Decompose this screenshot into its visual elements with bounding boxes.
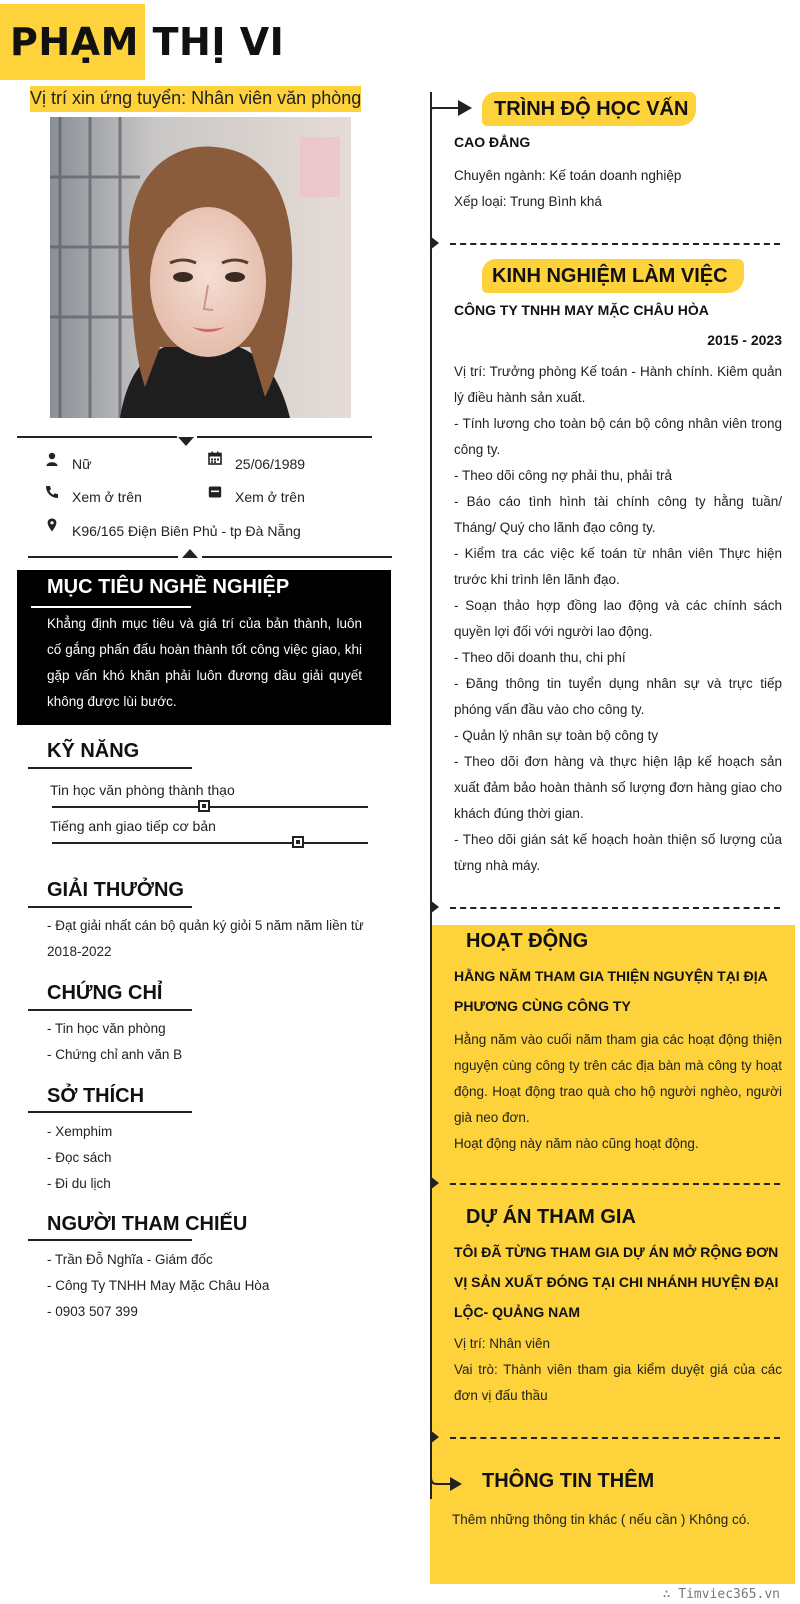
- experience-detail-item: - Theo dõi công nợ phải thu, phải trả: [454, 468, 672, 483]
- objective-text: Khẳng định mục tiêu và giá trí của bản thành, luôn cố gắng phấn đấu hoàn thành tốt công việc giao, khi gặp vấn khó khăn phải luôn đương dầu giải quyết không được lùi bước.: [47, 616, 362, 709]
- timeline-marker: [430, 1176, 439, 1190]
- divider-arrow-up: [182, 549, 198, 558]
- reference-item: - 0903 507 399: [47, 1304, 138, 1319]
- hobby-item: - Đi du lịch: [47, 1176, 111, 1191]
- skill-level-knob-0: [198, 800, 210, 812]
- phone-icon: [45, 485, 59, 499]
- experience-detail-item: - Theo dõi doanh thu, chi phí: [454, 650, 626, 665]
- certificate-item: - Tin học văn phòng: [47, 1021, 166, 1036]
- skill-label-1: Tiếng anh giao tiếp cơ bản: [50, 818, 216, 834]
- education-degree: CAO ĐẲNG: [454, 134, 531, 150]
- user-icon: [45, 452, 59, 466]
- certificates-underline: [28, 1009, 192, 1011]
- experience-detail-item: - Quản lý nhân sự toàn bộ công ty: [454, 728, 659, 743]
- skill-level-knob-1: [292, 836, 304, 848]
- objective-title: MỤC TIÊU NGHỀ NGHIỆP: [47, 576, 290, 598]
- experience-detail-item: Vị trí: Trưởng phòng Kế toán - Hành chính. Kiêm quản lý điều hành sản xuất.: [454, 364, 782, 405]
- objective-underline: [31, 606, 191, 608]
- experience-detail-item: - Tính lương cho toàn bộ cán bộ công nhân viên trong công ty.: [454, 416, 782, 457]
- map-marker-icon: [45, 518, 59, 532]
- projects-duty: Vai trò: Thành viên tham gia kiểm duyệt giá của các đơn vị đấu thầu: [454, 1362, 782, 1403]
- certificate-item: - Chứng chỉ anh văn B: [47, 1047, 183, 1062]
- additional-text: Thêm những thông tin khác ( nếu cần ) Không có.: [452, 1512, 750, 1527]
- experience-detail-item: - Theo dõi gián sát kế hoạch hoàn thiện số lượng của từng nhà máy.: [454, 832, 782, 873]
- additional-title: THÔNG TIN THÊM: [482, 1470, 655, 1492]
- contact-divider-bottom-right: [202, 556, 392, 558]
- references-underline: [28, 1239, 192, 1241]
- references-title: NGƯỜI THAM CHIẾU: [47, 1213, 248, 1235]
- contact-divider-top-left: [17, 436, 177, 438]
- experience-detail-item: - Theo dõi đơn hàng và thực hiện lập kế hoạch sản xuất đảm bảo hoàn thành số lượng đơn hàng giao cho khách đúng thời gian.: [454, 754, 782, 821]
- projects-title: DỰ ÁN THAM GIA: [466, 1206, 636, 1228]
- awards-underline: [28, 906, 192, 908]
- education-title: TRÌNH ĐỘ HỌC VẤN: [494, 98, 689, 120]
- skill-track-1: [52, 842, 368, 844]
- section-divider: [450, 907, 780, 909]
- birthday-value: 25/06/1989: [235, 456, 306, 472]
- experience-detail-item: - Kiểm tra các việc kế toán từ nhân viên Thực hiện trước khi trình lên lãnh đạo.: [454, 546, 782, 587]
- contact-divider-bottom-left: [28, 556, 178, 558]
- section-divider: [450, 1437, 780, 1439]
- applied-position: Vị trí xin ứng tuyển: Nhân viên văn phòng: [30, 86, 361, 112]
- activities-text: Hoạt động này năm nào cũng hoạt động.: [454, 1136, 699, 1151]
- skill-label-0: Tin học văn phòng thành thạo: [50, 782, 235, 798]
- hobbies-title: SỞ THÍCH: [47, 1085, 145, 1107]
- activities-text: Hằng năm vào cuối năm tham gia các hoạt động thiện nguyện cùng công ty trên các địa bàn mà công ty hoạt động. Hoạt động trao quà cho hộ người nghèo, người già neo đơn.: [454, 1032, 782, 1125]
- certificates-title: CHỨNG CHỈ: [47, 982, 163, 1004]
- awards-title: GIẢI THƯỞNG: [47, 879, 184, 901]
- awards-text: - Đạt giải nhất cán bộ quản ký giỏi 5 năm năm liền từ 2018-2022: [47, 918, 364, 959]
- arrow-right-icon: [430, 98, 474, 122]
- gender-value: Nữ: [72, 456, 92, 472]
- phone-value: Xem ở trên: [72, 489, 142, 505]
- calendar-icon: [208, 451, 222, 465]
- skill-track-0: [52, 806, 368, 808]
- activities-heading: HẰNG NĂM THAM GIA THIỆN NGUYỆN TẠI ĐỊA PHƯƠNG CÙNG CÔNG TY: [454, 968, 768, 1014]
- email-value: Xem ở trên: [235, 489, 305, 505]
- hobbies-underline: [28, 1111, 192, 1113]
- skills-title: KỸ NĂNG: [47, 740, 140, 762]
- profile-photo: [50, 117, 351, 418]
- hobby-item: - Xemphim: [47, 1124, 113, 1139]
- watermark: ∴ Timviec365.vn: [662, 1587, 780, 1602]
- contact-divider-top-right: [197, 436, 372, 438]
- timeline-line: [430, 92, 432, 1499]
- arrow-curve-icon: [430, 1468, 464, 1496]
- activities-title: HOẠT ĐỘNG: [466, 930, 589, 952]
- email-icon: [208, 485, 222, 499]
- experience-title: KINH NGHIỆM LÀM VIỆC: [492, 265, 728, 287]
- skills-underline: [28, 767, 192, 769]
- timeline-marker: [430, 1430, 439, 1444]
- experience-details: [454, 359, 782, 879]
- timeline-marker: [430, 900, 439, 914]
- education-line: Xếp loại: Trung Bình khá: [454, 194, 602, 209]
- experience-period: 2015 - 2023: [707, 332, 782, 348]
- section-divider: [450, 243, 780, 245]
- objective-section: [17, 570, 391, 725]
- experience-company: CÔNG TY TNHH MAY MẶC CHÂU HÒA: [454, 302, 709, 318]
- divider-arrow-down: [178, 437, 194, 446]
- experience-detail-item: - Đăng thông tin tuyển dụng nhân sự và trực tiếp phóng vấn đầu vào cho công ty.: [454, 676, 782, 717]
- projects-heading: TÔI ĐÃ TỪNG THAM GIA DỰ ÁN MỞ RỘNG ĐƠN VỊ SẢN XUẤT ĐÓNG TẠI CHI NHÁNH HUYỆN ĐẠI LỘC- QUẢNG NAM: [454, 1244, 779, 1320]
- section-divider: [450, 1183, 780, 1185]
- timeline-marker: [430, 236, 439, 250]
- experience-detail-item: - Báo cáo tình hình tài chính công ty hằng tuần/ Tháng/ Quý cho lãnh đạo công ty.: [454, 494, 782, 535]
- hobby-item: - Đọc sách: [47, 1150, 112, 1165]
- reference-item: - Trần Đỗ Nghĩa - Giám đốc: [47, 1252, 213, 1267]
- experience-detail-item: - Soạn thảo hợp đồng lao động và các chính sách quyền lợi đối với người lao động.: [454, 598, 782, 639]
- projects-role: Vị trí: Nhân viên: [454, 1336, 551, 1351]
- education-line: Chuyên ngành: Kế toán doanh nghiệp: [454, 168, 682, 183]
- address-value: K96/165 Điện Biên Phủ - tp Đà Nẵng: [72, 523, 301, 539]
- reference-item: - Công Ty TNHH May Mặc Châu Hòa: [47, 1278, 270, 1293]
- candidate-name: PHẠM THỊ VI: [10, 20, 285, 64]
